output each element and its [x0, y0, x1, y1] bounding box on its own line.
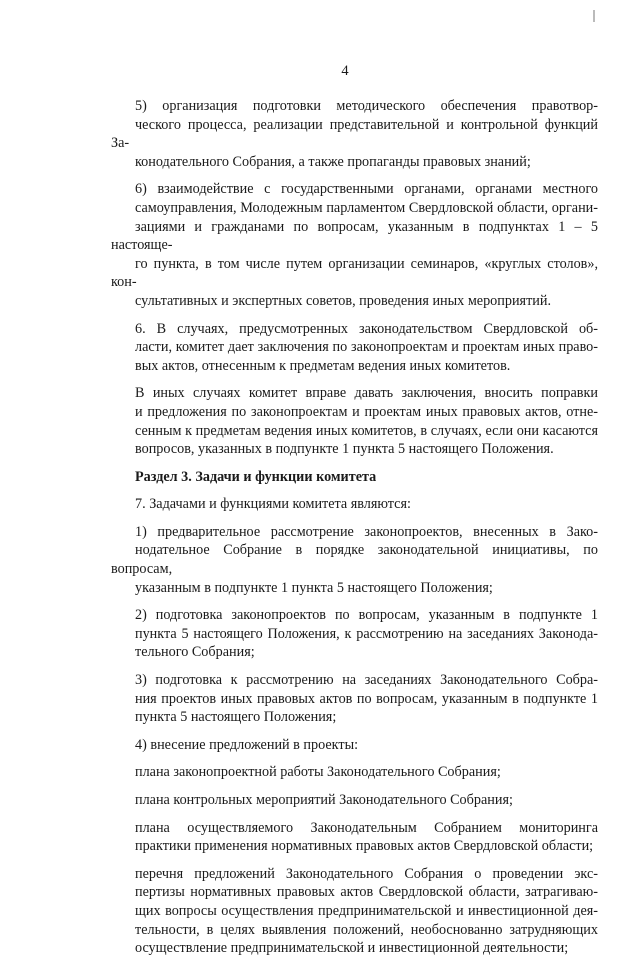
text-line: нодательное Собрание в порядке законодательной инициативы, по вопросам, — [111, 542, 598, 578]
text-line: самоуправления, Молодежным парламентом Свердловской области, органи- — [135, 199, 598, 216]
paragraph-item-7-2 — [111, 606, 598, 662]
document-body — [111, 97, 598, 967]
text-line: практики применения нормативных правовых актов Свердловской области; — [135, 838, 594, 855]
paragraph-point-6 — [111, 320, 598, 376]
text-line: перечня предложений Законодательного Собрания о проведении экс- — [135, 865, 598, 882]
paragraph-item-7-4-plan-monitoring — [111, 819, 598, 856]
text-line: В иных случаях комитет вправе давать заключения, вносить поправки — [135, 385, 598, 402]
text-line: пункта 5 настоящего Положения, к рассмотрению на заседаниях Законода- — [135, 625, 598, 642]
text-line: Раздел 3. Задачи и функции комитета — [135, 468, 377, 485]
text-line: и предложения по законопроектам и проектам иных правовых актов, отне- — [135, 403, 598, 420]
text-line: тельного Собрания; — [135, 644, 255, 661]
text-line: 6. В случаях, предусмотренных законодательством Свердловской об- — [135, 320, 598, 337]
text-line: ния проектов иных правовых актов по вопросам, указанным в подпункте 1 — [135, 690, 598, 707]
text-line: 1) предварительное рассмотрение законопроектов, внесенных в Зако- — [135, 523, 598, 540]
text-line: сенным к предметам ведения иных комитетов, в случаях, если они касаются — [135, 422, 598, 439]
text-line: 4) внесение предложений в проекты: — [135, 736, 359, 753]
text-line: сультативных и экспертных советов, проведения иных мероприятий. — [135, 292, 552, 309]
text-line: пертизы нормативных правовых актов Свердловской области, затрагиваю- — [135, 884, 598, 901]
text-line: 5) организация подготовки методического обеспечения правотвор- — [135, 98, 598, 114]
text-line: 7. Задачами и функциями комитета являются: — [135, 496, 411, 513]
text-line: го пункта, в том числе путем организации семинаров, «круглых столов», кон- — [111, 255, 598, 291]
text-line: ческого процесса, реализации представительной и контрольной функций За- — [111, 116, 598, 152]
paragraph-other-cases — [111, 384, 598, 458]
text-line: осуществление предпринимательской и инвестиционной деятельности; — [135, 940, 569, 957]
paragraph-item-7-4-plan-control — [111, 791, 598, 810]
text-line: плана контрольных мероприятий Законодательного Собрания; — [135, 792, 513, 808]
page-number: 4 — [341, 63, 349, 79]
text-line: вых актов, отнесенным к предметам ведения иных комитетов. — [135, 357, 511, 374]
paragraph-item-7-4-expertise-list — [111, 865, 598, 958]
text-line: плана законопроектной работы Законодательного Собрания; — [135, 764, 501, 781]
text-line: щих вопросы осуществления предпринимательской и инвестиционной дея- — [135, 902, 598, 919]
text-line: указанным в подпункте 1 пункта 5 настоящего Положения; — [135, 579, 493, 596]
paragraph-item-7-1 — [111, 523, 598, 597]
text-line: 3) подготовка к рассмотрению на заседаниях Законодательного Собра- — [135, 672, 598, 689]
paragraph-para-6 — [111, 180, 598, 310]
text-line: пункта 5 настоящего Положения; — [135, 709, 337, 726]
text-line: плана осуществляемого Законодательным Собранием мониторинга — [135, 819, 598, 836]
paragraph-item-7-3 — [111, 671, 598, 727]
text-line: 6) взаимодействие с государственными органами, органами местного — [135, 181, 598, 198]
paragraph-item-7-4 — [111, 736, 598, 755]
paragraph-point-7 — [111, 495, 598, 514]
scan-artifact — [593, 10, 595, 22]
text-line: конодательного Собрания, а также пропаганды правовых знаний; — [135, 153, 531, 170]
text-line: ласти, комитет дает заключения по законопроектам и проектам иных право- — [135, 339, 598, 356]
paragraph-item-7-4-plan-legislative — [111, 763, 598, 782]
section-heading — [111, 468, 598, 487]
text-line: 2) подготовка законопроектов по вопросам, указанным в подпункте 1 — [135, 607, 598, 624]
text-line: вопросов, указанных в подпункте 1 пункта 5 настоящего Положения. — [135, 441, 554, 458]
paragraph-para-5 — [111, 97, 598, 171]
text-line: зациями и гражданами по вопросам, указанным в подпунктах 1 – 5 настояще- — [111, 218, 598, 254]
text-line: тельности, в целях выявления положений, необоснованно затрудняющих — [135, 921, 598, 938]
